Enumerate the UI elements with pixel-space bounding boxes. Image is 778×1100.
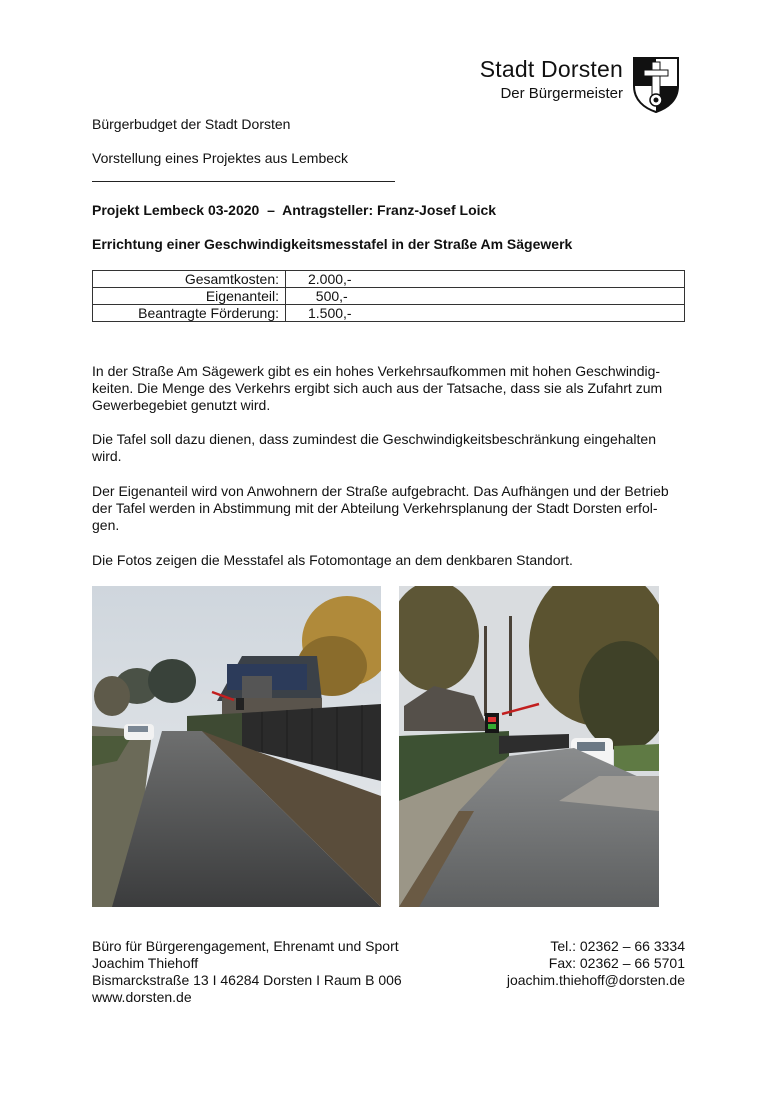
paragraph-line: wird.: [92, 448, 122, 464]
cost-label: Gesamtkosten:: [93, 271, 286, 288]
intro-line-project: Vorstellung eines Projektes aus Lembeck: [92, 150, 349, 166]
cost-value: 500,-: [286, 288, 685, 305]
divider: [92, 181, 395, 182]
footer-office-name: Büro für Bürgerengagement, Ehrenamt und Sport: [92, 938, 399, 954]
cost-label: Beantragte Förderung:: [93, 305, 286, 322]
city-logo-text: [480, 56, 623, 104]
paragraph-purpose: [92, 431, 692, 465]
table-row: [93, 288, 685, 305]
costs-table: [92, 270, 685, 322]
footer-phone: Tel.: 02362 – 66 3334: [550, 938, 685, 954]
footer-fax: Fax: 02362 – 66 5701: [548, 955, 685, 971]
table-row: [93, 305, 685, 322]
paragraph-line: Der Eigenanteil wird von Anwohnern der Straße aufgebracht. Das Aufhängen und der Betrieb: [92, 483, 669, 499]
project-subheading: Errichtung einer Geschwindigkeitsmesstafel in der Straße Am Sägewerk: [92, 236, 573, 252]
footer-address: Bismarckstraße 13 I 46284 Dorsten I Raum B 006: [92, 972, 402, 988]
paragraph-line: Die Tafel soll dazu dienen, dass zumindest die Geschwindigkeitsbeschränkung eingehalten: [92, 431, 656, 447]
footer-contact-details: [507, 938, 685, 989]
org-name: Stadt Dorsten: [479, 56, 623, 82]
city-crest-icon: [632, 56, 680, 114]
footer-contact-office: [92, 938, 402, 1006]
paragraph-line: keiten. Die Menge des Verkehrs ergibt sich auch aus der Tatsache, dass sie als Zufahrt zum: [92, 380, 663, 396]
paragraph-line: der Tafel werden in Abstimmung mit der Abteilung Verkehrsplanung der Stadt Dorsten erfol-: [92, 500, 658, 516]
paragraph-photos: Die Fotos zeigen die Messtafel als Fotomontage an dem denkbaren Standort.: [92, 552, 573, 568]
street-photo-left: [92, 586, 381, 907]
table-row: [93, 271, 685, 288]
street-photo-right: [399, 586, 659, 907]
cost-value: 2.000,-: [286, 271, 685, 288]
org-subtitle: Der Bürgermeister: [500, 85, 623, 102]
paragraph-line: In der Straße Am Sägewerk gibt es ein hohes Verkehrsaufkommen mit hohen Geschwindig-: [92, 363, 661, 379]
cost-value: 1.500,-: [286, 305, 685, 322]
paragraph-line: Gewerbegebiet genutzt wird.: [92, 397, 271, 413]
paragraph-traffic: [92, 363, 692, 414]
footer-contact-name: Joachim Thiehoff: [92, 955, 199, 971]
footer-website-link[interactable]: www.dorsten.de: [92, 989, 192, 1005]
cost-label: Eigenanteil:: [93, 288, 286, 305]
footer-email-link[interactable]: joachim.thiehoff@dorsten.de: [506, 972, 685, 988]
paragraph-line: gen.: [92, 517, 120, 533]
project-heading: Projekt Lembeck 03-2020 – Antragsteller: Franz-Josef Loick: [92, 202, 497, 218]
paragraph-funding: [92, 483, 692, 534]
intro-line-budget: Bürgerbudget der Stadt Dorsten: [92, 116, 291, 132]
